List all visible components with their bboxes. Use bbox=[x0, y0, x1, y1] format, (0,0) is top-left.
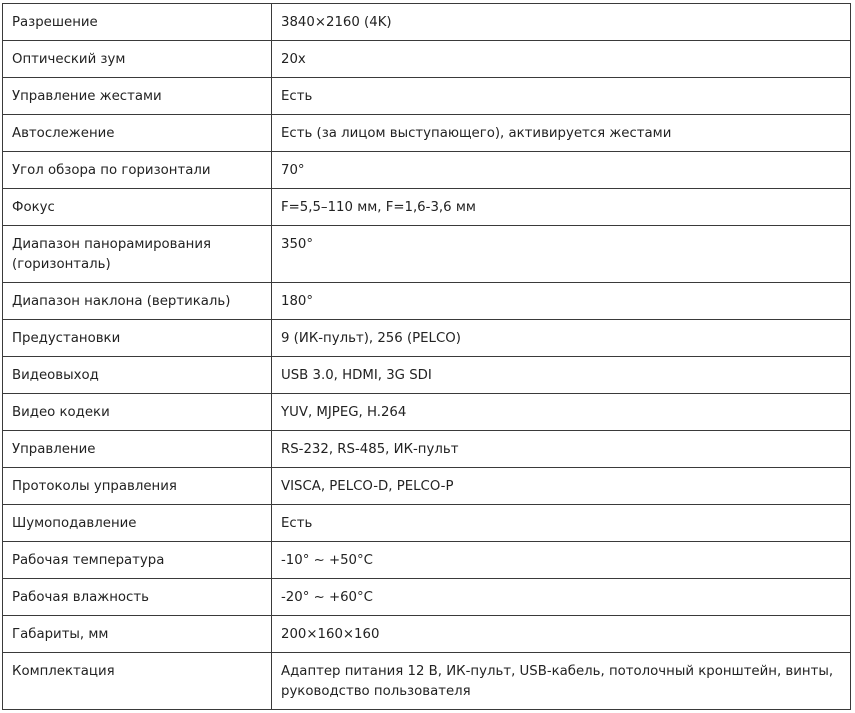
spec-label: Шумоподавление bbox=[3, 505, 272, 542]
spec-value: 200×160×160 bbox=[272, 616, 851, 653]
table-row bbox=[3, 4, 851, 41]
spec-value: VISCA, PELCO-D, PELCO-P bbox=[272, 468, 851, 505]
spec-value: -20° ~ +60°C bbox=[272, 579, 851, 616]
specifications-table bbox=[2, 3, 851, 710]
table-row bbox=[3, 320, 851, 357]
spec-label: Управление bbox=[3, 431, 272, 468]
spec-label: Видеовыход bbox=[3, 357, 272, 394]
spec-value: 3840×2160 (4K) bbox=[272, 4, 851, 41]
table-row bbox=[3, 505, 851, 542]
table-row bbox=[3, 616, 851, 653]
table-row bbox=[3, 283, 851, 320]
spec-label: Управление жестами bbox=[3, 78, 272, 115]
spec-label: Протоколы управления bbox=[3, 468, 272, 505]
spec-label: Комплектация bbox=[3, 653, 272, 710]
spec-value: 350° bbox=[272, 226, 851, 283]
spec-value: Есть bbox=[272, 78, 851, 115]
table-row bbox=[3, 431, 851, 468]
spec-value: Адаптер питания 12 В, ИК-пульт, USB-кабель, потолочный кронштейн, винты, руководство пользователя bbox=[272, 653, 851, 710]
table-row bbox=[3, 653, 851, 710]
spec-label: Рабочая влажность bbox=[3, 579, 272, 616]
table-row bbox=[3, 189, 851, 226]
table-row bbox=[3, 115, 851, 152]
table-row bbox=[3, 468, 851, 505]
spec-label: Автослежение bbox=[3, 115, 272, 152]
spec-label: Рабочая температура bbox=[3, 542, 272, 579]
spec-value: 9 (ИК-пульт), 256 (PELCO) bbox=[272, 320, 851, 357]
table-row bbox=[3, 78, 851, 115]
spec-value: 20x bbox=[272, 41, 851, 78]
table-row bbox=[3, 394, 851, 431]
spec-label: Диапазон наклона (вертикаль) bbox=[3, 283, 272, 320]
spec-value: USB 3.0, HDMI, 3G SDI bbox=[272, 357, 851, 394]
spec-value: RS-232, RS-485, ИК-пульт bbox=[272, 431, 851, 468]
spec-value: 180° bbox=[272, 283, 851, 320]
table-row bbox=[3, 152, 851, 189]
table-row bbox=[3, 542, 851, 579]
table-row bbox=[3, 357, 851, 394]
spec-value: F=5,5–110 мм, F=1,6-3,6 мм bbox=[272, 189, 851, 226]
spec-label: Угол обзора по горизонтали bbox=[3, 152, 272, 189]
spec-label: Габариты, мм bbox=[3, 616, 272, 653]
spec-value: Есть (за лицом выступающего), активируется жестами bbox=[272, 115, 851, 152]
spec-value: Есть bbox=[272, 505, 851, 542]
table-row bbox=[3, 41, 851, 78]
spec-label: Предустановки bbox=[3, 320, 272, 357]
spec-value: -10° ~ +50°C bbox=[272, 542, 851, 579]
spec-value: 70° bbox=[272, 152, 851, 189]
table-row bbox=[3, 579, 851, 616]
spec-label: Оптический зум bbox=[3, 41, 272, 78]
spec-label: Разрешение bbox=[3, 4, 272, 41]
spec-value: YUV, MJPEG, H.264 bbox=[272, 394, 851, 431]
spec-label: Фокус bbox=[3, 189, 272, 226]
table-row bbox=[3, 226, 851, 283]
spec-label: Диапазон панорамирования (горизонталь) bbox=[3, 226, 272, 283]
spec-label: Видео кодеки bbox=[3, 394, 272, 431]
